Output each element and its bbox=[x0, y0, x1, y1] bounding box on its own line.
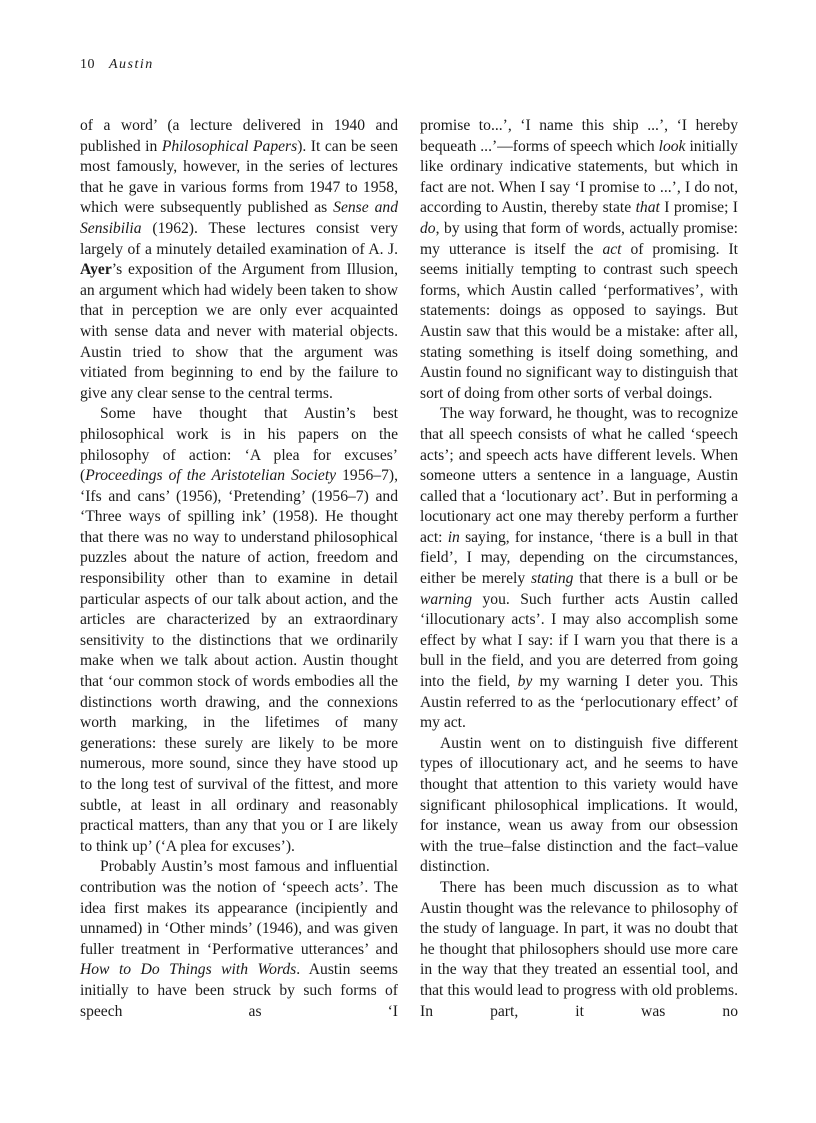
text-run: I promise; I bbox=[659, 199, 739, 217]
right-column bbox=[420, 116, 738, 1022]
text-run: initially like ordinary indicative statements, but which in fact are not. When I say ‘I promise to ...’, I do not, according to Austin, thereby state bbox=[420, 137, 738, 217]
text-run: saying, for instance, ‘there is a bull in that field’, I may, depending on the circumstances, either be merely bbox=[420, 528, 738, 588]
italic-text: in bbox=[447, 528, 460, 546]
text-run: (1962). These lectures consist very largely of a minutely detailed examination of A. J. bbox=[80, 219, 398, 258]
paragraph bbox=[420, 116, 738, 404]
paragraph bbox=[80, 404, 398, 857]
text-run: of promising. It seems initially tempting to contrast such speech forms, which Austin called ‘performatives’, with statements: doings as opposed to sayings. But Austin saw that this would be a mistake: after all, stating something is itself doing something, and Austin found no significant way to distinguish that sort of doing from other sorts of verbal doings. bbox=[420, 240, 738, 402]
italic-text: look bbox=[658, 137, 686, 155]
italic-text: Sense and Sensibilia bbox=[80, 199, 399, 237]
text-run: Probably Austin’s most famous and influential contribution was the notion of ‘speech acts’. The idea first makes its appearance (incipiently and unnamed) in ‘Other minds’ (1946), and was given fuller treatment in ‘Performative utterances’ and bbox=[80, 858, 398, 958]
paragraph bbox=[420, 878, 738, 1022]
text-run: The way forward, he thought, was to recognize that all speech consists of what he called ‘speech acts’; and speech acts have different levels. When someone utters a sentence in a language, Austin called that a ‘locutionary act’. But in performing a locutionary act one may thereby perform a further act: bbox=[420, 405, 738, 546]
paragraph bbox=[80, 857, 398, 1022]
text-run: Austin went on to distinguish five different types of illocutionary act, and he seems to have thought that attention to this variety would have significant philosophical implications. It would, for instance, wean us away from our obsession with the true–false distinction and the fact–value distinction. bbox=[420, 734, 738, 876]
bold-text: Ayer bbox=[80, 261, 112, 279]
italic-text: Philosophical Papers bbox=[161, 137, 298, 155]
text-run: . Austin seems initially to have been struck by such forms of speech as ‘I bbox=[80, 961, 398, 1020]
text-run: 1956–7), ‘Ifs and cans’ (1956), ‘Pretending’ (1956–7) and ‘Three ways of spilling ink’ (1958). He thought that there was no way to understand philosophical puzzles about the nature of action, freedom and responsibility other than to examine in detail particular aspects of our talk about action, and the articles are characterized by an extraordinary sensitivity to the distinctions that we ordinarily make when we talk about action. Austin thought that ‘our common stock of words embodies all the distinctions worth drawing, and the connexions worth marking, in the lifetimes of many generations: these surely are likely to be more numerous, more sound, since they have stood up to the long test of survival of the fittest, and more subtle, at least in all ordinary and reasonably practical matters, than any that you or I are likely to think up’ (‘A plea for excuses’). bbox=[80, 467, 398, 855]
italic-text: warning bbox=[420, 590, 472, 608]
text-run: you. Such further acts Austin called ‘illocutionary acts’. I may also accomplish some effect by what I say: if I warn you that there is a bull in the field, and you are deterred from going into the field, bbox=[420, 590, 738, 691]
text-run: promise to...’, ‘I name this ship ...’, ‘I hereby bequeath ...’—forms of speech which bbox=[420, 117, 738, 155]
running-head bbox=[80, 57, 154, 73]
text-run: of a word’ (a lecture delivered in 1940 and published in bbox=[80, 117, 398, 155]
paragraph bbox=[80, 116, 398, 404]
running-title: Austin bbox=[109, 57, 154, 72]
text-run: that there is a bull or be bbox=[573, 570, 738, 588]
italic-text: act bbox=[602, 240, 622, 258]
text-run: ’s exposition of the Argument from Illusion, an argument which had widely been taken to show that in perception we are only ever acquainted with sense data and never with material objects. Austin tried to show that the argument was vitiated from beginning to end by the failure to give any clear sense to the central terms. bbox=[80, 261, 398, 402]
paragraph bbox=[420, 404, 738, 734]
italic-text: stating bbox=[530, 570, 574, 588]
left-column bbox=[80, 116, 398, 1022]
italic-text: by bbox=[517, 673, 533, 691]
text-run: Some have thought that Austin’s best philosophical work is in his papers on the philosophy of action: ‘A plea for excuses’ ( bbox=[80, 405, 398, 485]
paragraph bbox=[420, 734, 738, 878]
italic-text: How to Do Things with Words bbox=[80, 961, 297, 979]
italic-text: that bbox=[635, 199, 660, 217]
text-run: my warning I deter you. This Austin referred to as the ‘perlocutionary effect’ of my act. bbox=[420, 673, 738, 732]
text-run: , by using that form of words, actually promise: my utterance is itself the bbox=[420, 219, 738, 258]
italic-text: do bbox=[420, 219, 436, 237]
page-number: 10 bbox=[80, 57, 95, 72]
text-run: There has been much discussion as to what Austin thought was the relevance to philosophy of the study of language. In part, it was no doubt that he thought that philosophers should use more care in the way that they treated an essential tool, and that this would lead to progress with old problems. In part, it was no bbox=[420, 878, 738, 1020]
text-run: ). It can be seen most famously, however, in the series of lectures that he gave in various forms from 1947 to 1958, which were subsequently published as bbox=[80, 137, 398, 217]
italic-text: Proceedings of the Aristotelian Society bbox=[85, 467, 337, 485]
